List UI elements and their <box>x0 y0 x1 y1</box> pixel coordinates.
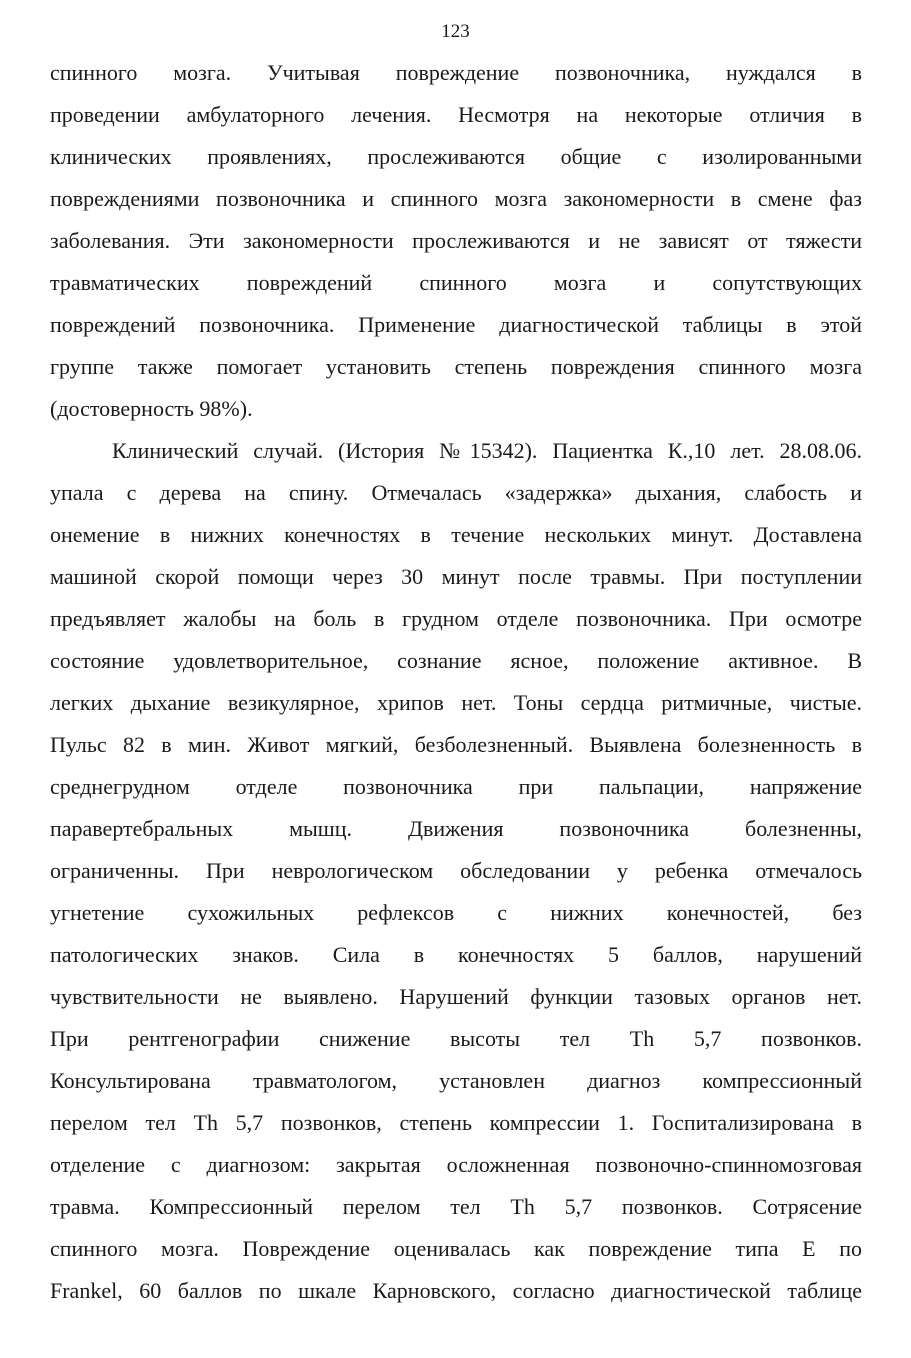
text-line: Клинический случай. (История №15342). Пациентка К.,10 лет. 28.08.06. <box>112 438 862 463</box>
text-line: клинических проявлениях, прослеживаются общие с изолированными <box>50 144 862 169</box>
text-line: травматических повреждений спинного мозга и сопутствующих <box>50 270 862 295</box>
text-line: спинного мозга. Повреждение оценивалась как повреждение типа Е по <box>50 1236 862 1261</box>
text-line: предъявляет жалобы на боль в грудном отделе позвоночника. При осмотре <box>50 606 862 631</box>
text-line: спинного мозга. Учитывая повреждение позвоночника, нуждался в <box>50 60 862 85</box>
text-line: онемение в нижних конечностях в течение нескольких минут. Доставлена <box>50 522 862 547</box>
text-line: Консультирована травматологом, установлен диагноз компрессионный <box>50 1068 862 1093</box>
paragraph-2 <box>50 430 862 1312</box>
text-line: ограниченны. При неврологическом обследовании у ребенка отмечалось <box>50 858 862 883</box>
text-line: паравертебральных мышц. Движения позвоночника болезненны, <box>50 816 862 841</box>
paragraph-1 <box>50 52 862 430</box>
text-line: легких дыхание везикулярное, хрипов нет. Тоны сердца ритмичные, чистые. <box>50 690 862 715</box>
text-line: повреждений позвоночника. Применение диагностической таблицы в этой <box>50 312 862 337</box>
text-line: патологических знаков. Сила в конечностях 5 баллов, нарушений <box>50 942 862 967</box>
text-line: группе также помогает установить степень повреждения спинного мозга <box>50 354 862 379</box>
text-line: Frankel, 60 баллов по шкале Карновского, согласно диагностической таблице <box>50 1278 862 1303</box>
text-line: перелом тел Th 5,7 позвонков, степень компрессии 1. Госпитализирована в <box>50 1110 862 1135</box>
text-line: отделение с диагнозом: закрытая осложненная позвоночно-спинномозговая <box>50 1152 862 1177</box>
text-line: (достоверность 98%). <box>50 396 253 421</box>
text-line: машиной скорой помощи через 30 минут после травмы. При поступлении <box>50 564 862 589</box>
text-line: упала с дерева на спину. Отмечалась «задержка» дыхания, слабость и <box>50 480 862 505</box>
text-line: повреждениями позвоночника и спинного мозга закономерности в смене фаз <box>50 186 862 211</box>
text-line: Пульс 82 в мин. Живот мягкий, безболезненный. Выявлена болезненность в <box>50 732 862 757</box>
text-line: среднегрудном отделе позвоночника при пальпации, напряжение <box>50 774 862 799</box>
text-line: состояние удовлетворительное, сознание ясное, положение активное. В <box>50 648 862 673</box>
text-line: проведении амбулаторного лечения. Несмотря на некоторые отличия в <box>50 102 862 127</box>
page-number: 123 <box>441 21 470 42</box>
text-line: заболевания. Эти закономерности прослеживаются и не зависят от тяжести <box>50 228 862 253</box>
text-line: травма. Компрессионный перелом тел Th 5,7 позвонков. Сотрясение <box>50 1194 862 1219</box>
text-line: При рентгенографии снижение высоты тел Th 5,7 позвонков. <box>50 1026 862 1051</box>
text-line: чувствительности не выявлено. Нарушений функции тазовых органов нет. <box>50 984 862 1009</box>
text-line: угнетение сухожильных рефлексов с нижних конечностей, без <box>50 900 862 925</box>
